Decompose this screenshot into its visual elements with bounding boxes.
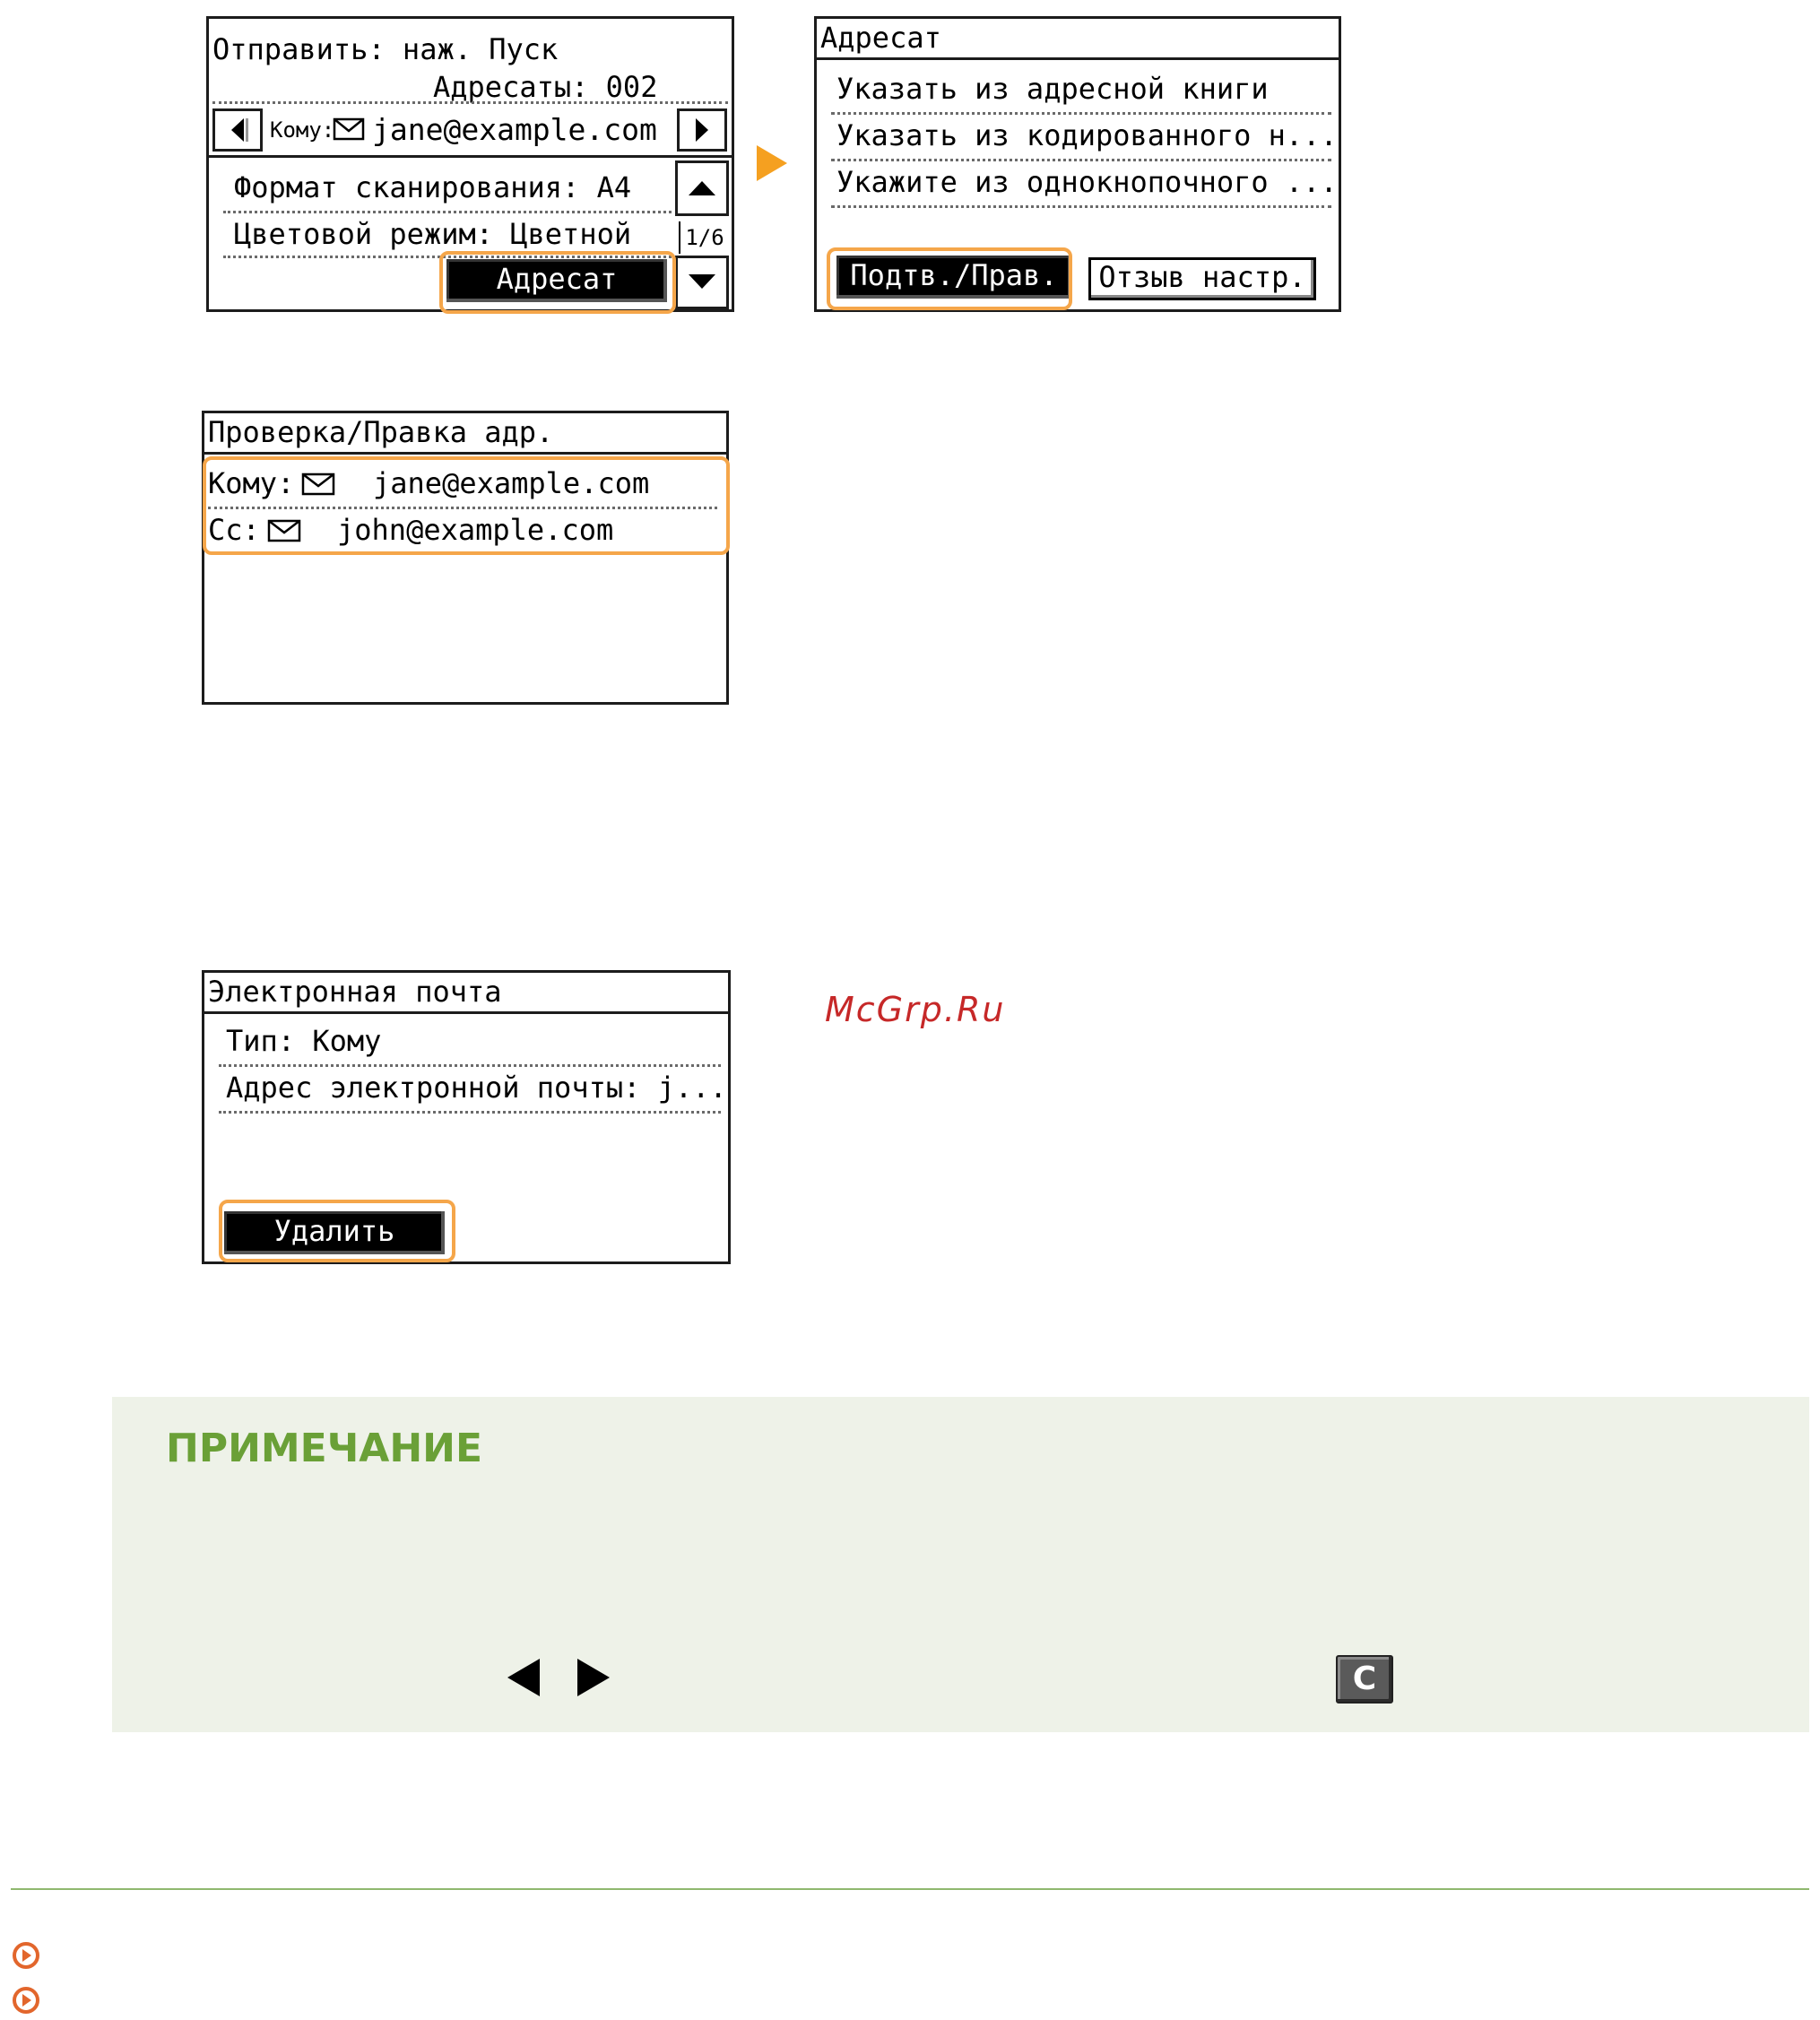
arrow-left-key-icon (504, 1657, 543, 1698)
watermark-text: McGrp.Ru (825, 990, 1006, 1029)
to-address[interactable]: jane@example.com (372, 112, 657, 147)
footer-divider (11, 1888, 1809, 1890)
arrow-left-icon (215, 111, 260, 149)
highlight-address-rows (203, 456, 730, 555)
email-address-row[interactable]: Адрес электронной почты: j... (226, 1071, 727, 1105)
triangle-up-icon (678, 163, 726, 213)
delete-button[interactable]: Удалить (224, 1211, 445, 1254)
screen-title: Адресат (817, 19, 1339, 60)
next-destination-button[interactable] (677, 108, 727, 152)
to-row-label: Кому: (208, 466, 295, 500)
destinations-count: Адресаты: 002 (433, 70, 658, 104)
menu-item-coded-dial[interactable]: Указать из кодированного н... (836, 118, 1338, 152)
cancel-settings-button[interactable]: Отзыв настр. (1088, 257, 1316, 300)
cc-row-address[interactable]: john@example.com (337, 513, 614, 547)
type-row[interactable]: Тип: Кому (226, 1024, 382, 1058)
screen-check-edit-address (202, 411, 729, 705)
screen-title: Электронная почта (204, 973, 728, 1014)
note-title: ПРИМЕЧАНИЕ (166, 1426, 483, 1471)
page-indicator: 1/6 (679, 221, 729, 254)
scroll-down-button[interactable] (675, 256, 729, 309)
next-step-arrow-icon (755, 143, 791, 183)
send-status-text: Отправить: наж. Пуск (212, 32, 559, 66)
prev-destination-button[interactable] (212, 108, 263, 152)
scan-size-setting[interactable]: Формат сканирования: A4 (234, 170, 632, 204)
highlight-destination-button (439, 251, 676, 314)
scroll-up-button[interactable] (675, 160, 729, 216)
arrow-right-icon (680, 111, 724, 149)
destination-button[interactable]: Адресат (446, 259, 667, 302)
link-bullet-icon[interactable] (11, 1940, 41, 1971)
highlight-confirm-button (827, 247, 1072, 310)
envelope-icon (333, 117, 365, 141)
link-bullet-icon[interactable] (11, 1985, 41, 2016)
triangle-down-icon (678, 258, 726, 307)
color-mode-setting[interactable]: Цветовой режим: Цветной (234, 217, 632, 251)
clear-key-label: C (1352, 1660, 1377, 1697)
confirm-edit-button[interactable]: Подтв./Прав. (836, 256, 1071, 299)
clear-key-icon (1336, 1655, 1393, 1704)
to-label: Кому: (270, 117, 335, 143)
arrow-right-key-icon (574, 1657, 613, 1698)
cc-row-label: Cc: (208, 513, 260, 547)
screen-title: Проверка/Правка адр. (204, 413, 726, 455)
highlight-delete-button (219, 1200, 455, 1262)
to-row-address[interactable]: jane@example.com (373, 466, 650, 500)
menu-item-one-touch[interactable]: Укажите из однокнопочного ... (836, 165, 1338, 199)
menu-item-address-book[interactable]: Указать из адресной книги (836, 72, 1269, 106)
